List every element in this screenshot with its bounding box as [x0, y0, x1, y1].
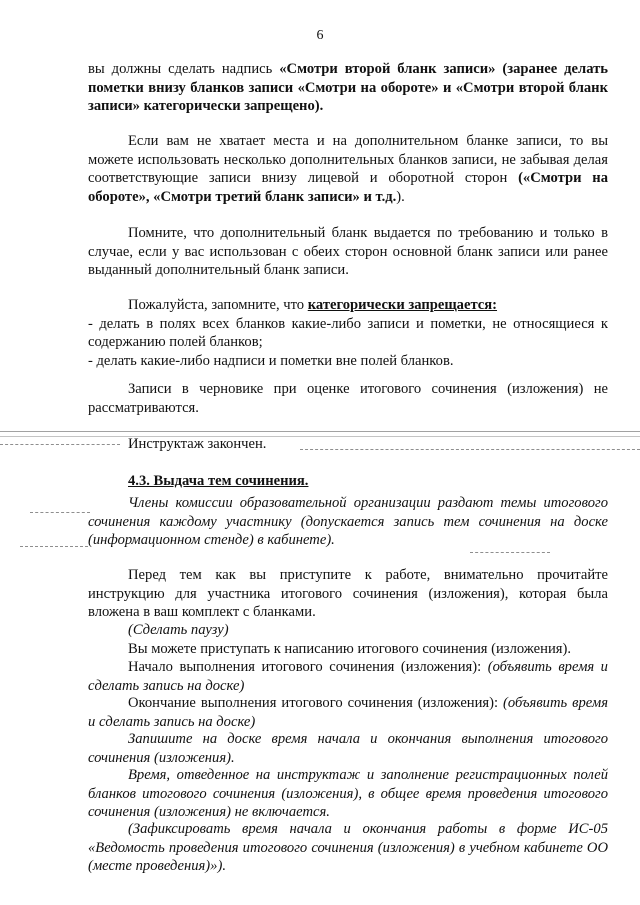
- paragraph-text: Если вам не хватает места и на дополнительном бланке записи, то вы можете использовать несколько дополнительных бланков записи, не забывая делая соответствующие записи внизу лицевой и оборотной сторон: [88, 133, 608, 186]
- pause-instruction: (Сделать паузу): [128, 622, 229, 638]
- paragraph-text: Записи в черновике при оценке итогового сочинения (изложения) не рассматриваются.: [88, 381, 608, 416]
- scan-artifact-dash: [20, 546, 88, 548]
- instruction-text: Члены комиссии образовательной организации раздают темы итогового сочинения каждому участнику (допускается запись тем сочинения на доске (информационном стенде) в кабинете).: [88, 495, 608, 548]
- scan-artifact-line: [0, 431, 640, 432]
- paragraph-text: Окончание выполнения итогового сочинения (изложения):: [128, 695, 504, 711]
- section-heading: [128, 472, 640, 491]
- bold-text: «Смотри второй бланк записи» (заранее делать пометки внизу бланков записи «Смотри на обороте» и «Смотри второй бланк записи» категорически запрещено).: [88, 61, 608, 114]
- instruction-text: Запишите на доске время начала и окончания выполнения итогового сочинения (изложения).: [88, 731, 608, 766]
- paragraph-text: вы должны сделать надпись: [88, 61, 280, 77]
- list-item: - делать в полях всех бланков какие-либо записи и пометки, не относящиеся к содержанию полей бланков;: [88, 315, 608, 350]
- paragraph-read-instruction: [88, 566, 608, 622]
- scan-artifact-dash: [30, 512, 90, 514]
- paragraph-note-time: [88, 766, 608, 822]
- instruction-text: (объявить время и сделать запись на доске): [88, 659, 608, 694]
- paragraph-end-time: [88, 694, 608, 731]
- paragraph-pause: [88, 621, 608, 658]
- paragraph-drafts: [88, 380, 608, 417]
- page-number: 6: [316, 28, 324, 43]
- paragraph-note-form: [88, 820, 608, 876]
- bold-text: («Смотри на обороте», «Смотри третий бланк записи» и т.д.: [88, 170, 608, 205]
- paragraph-text: Помните, что дополнительный бланк выдается по требованию и только в случае, если у вас использован с обеих сторон основной бланк записи или ранее выданный дополнительный бланк записи.: [88, 225, 608, 278]
- section-heading-text: 4.3. Выдача тем сочинения.: [128, 473, 309, 489]
- paragraph-text: Пожалуйста, запомните, что: [128, 297, 308, 313]
- instruction-text: (Зафиксировать время начала и окончания работы в форме ИС-05 «Ведомость проведения итогового сочинения (изложения) в учебном кабинете ОО (месте проведения)»).: [88, 821, 608, 874]
- paragraph-extra-forms: [88, 132, 608, 206]
- instruction-text: (объявить время и сделать запись на доске): [88, 695, 608, 730]
- paragraph-additional-form: [88, 224, 608, 280]
- list-item: - делать какие-либо надписи и пометки вне полей бланков.: [88, 352, 454, 369]
- paragraph-forbidden: [88, 296, 608, 370]
- scan-artifact-dash: [470, 552, 550, 554]
- paragraph-note-board: [88, 730, 608, 767]
- instruction-text: Время, отведенное на инструктаж и заполнение регистрационных полей бланков итогового сочинения (изложения), в общее время проведения итогового сочинения (изложения) не включается.: [88, 767, 608, 820]
- paragraph-text: Перед тем как вы приступите к работе, внимательно прочитайте инструкцию для участника итогового сочинения (изложения), которая была вложена в ваш комплект с бланками.: [88, 567, 608, 620]
- forbidden-heading: категорически запрещается:: [307, 297, 498, 313]
- paragraph-second-form-note: [88, 60, 608, 116]
- scan-artifact-dash: [0, 444, 120, 446]
- paragraph-text: ).: [396, 188, 405, 205]
- start-text: Вы можете приступать к написанию итогового сочинения (изложения).: [128, 640, 571, 657]
- paragraph-text: Начало выполнения итогового сочинения (изложения):: [128, 659, 488, 675]
- paragraph-begin-time: [88, 658, 608, 695]
- paragraph-distribute-topics: [88, 494, 608, 550]
- briefing-end: Инструктаж закончен.: [128, 436, 267, 452]
